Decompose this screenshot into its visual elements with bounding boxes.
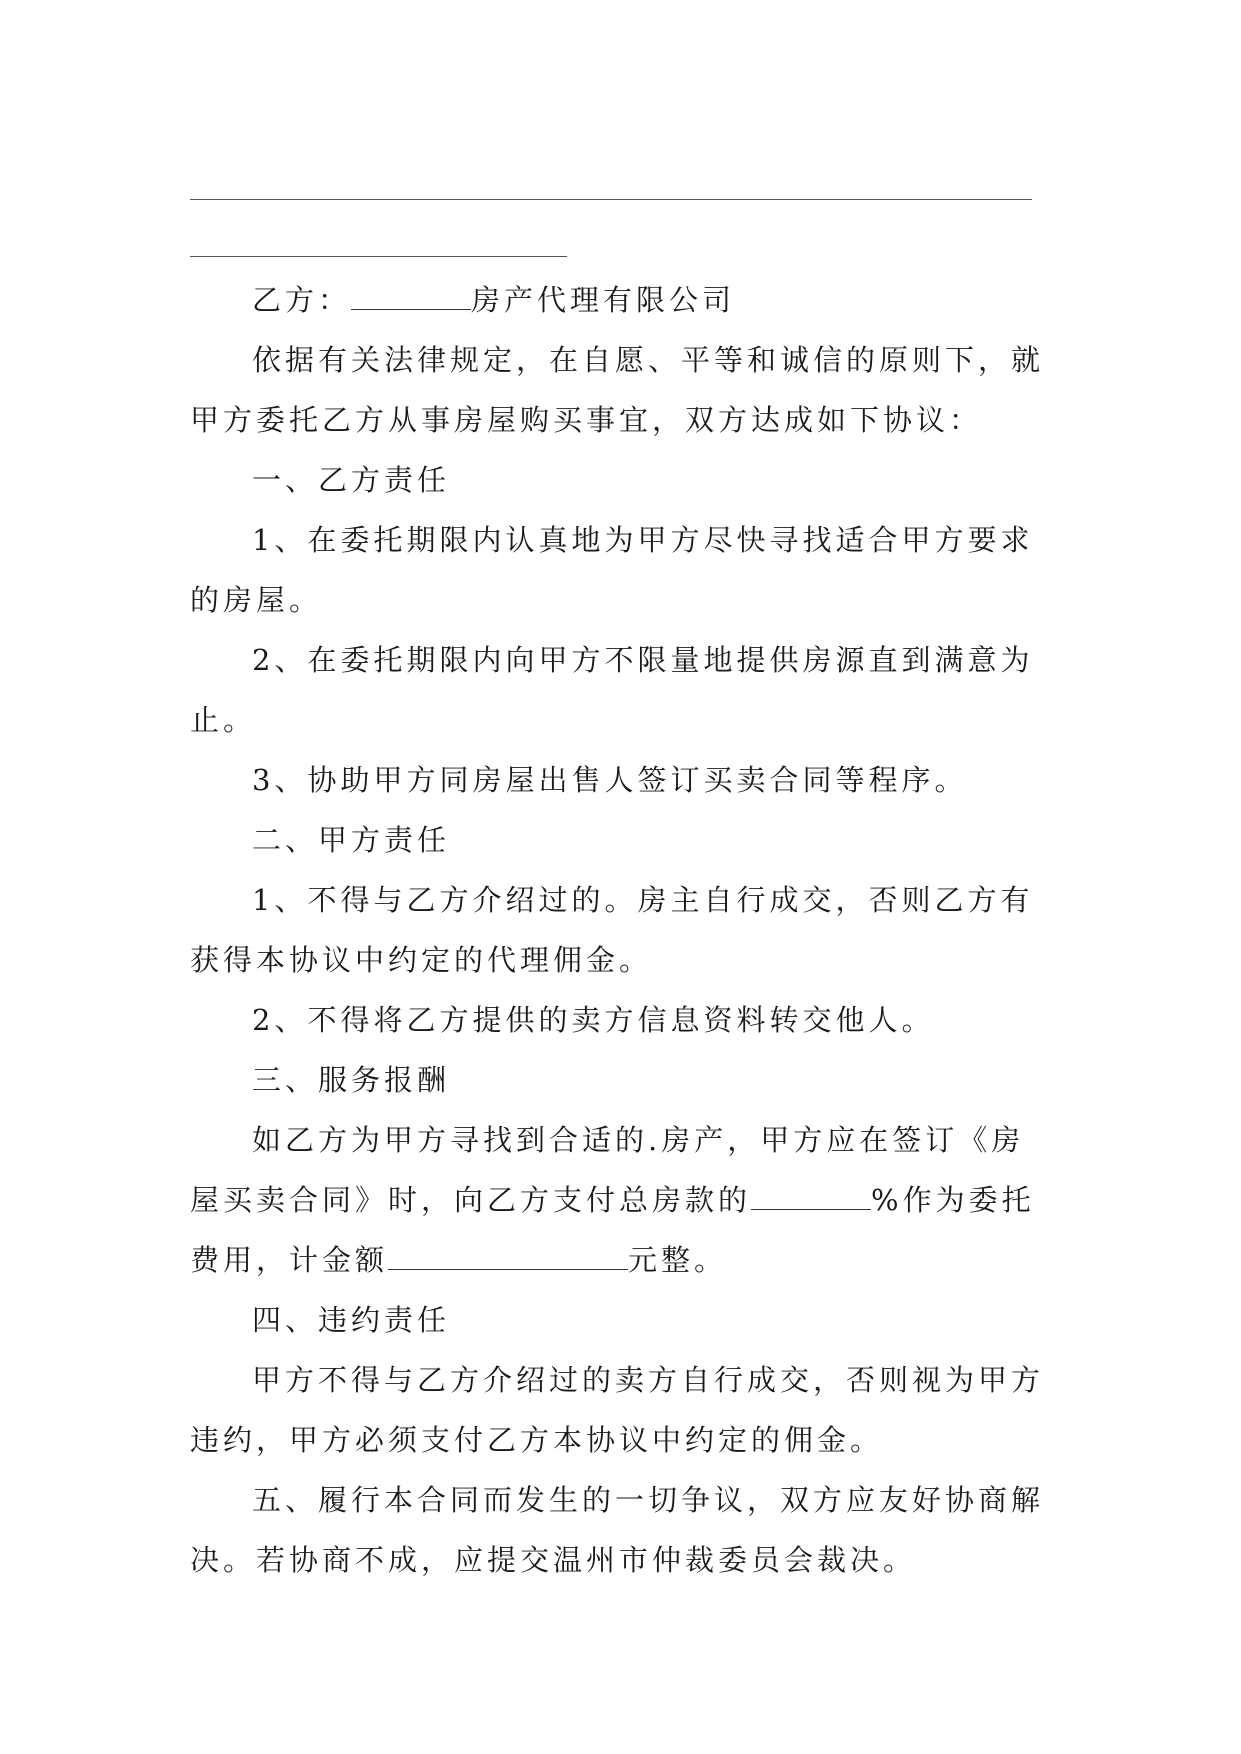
- document-body: [190, 270, 1056, 1590]
- fee-percent-blank: [751, 1187, 871, 1210]
- section-2-item-1: 1、不得与乙方介绍过的。房主自行成交，否则乙方有获得本协议中约定的代理佣金。: [190, 883, 1034, 977]
- section-4-paragraph: 甲方不得与乙方介绍过的卖方自行成交，否则视为甲方违约，甲方必须支付乙方本协议中约定的佣金。: [190, 1363, 1045, 1457]
- party-b-line: [190, 270, 1056, 330]
- section-1-item-3: 3、协助甲方同房屋出售人签订买卖合同等程序。: [252, 763, 968, 797]
- party-b-company-suffix: 房产代理有限公司: [471, 283, 736, 317]
- fill-in-line-1: [190, 199, 1032, 200]
- fill-in-line-2: [190, 256, 567, 257]
- section-2-item-2: 2、不得将乙方提供的卖方信息资料转交他人。: [252, 1003, 935, 1037]
- fee-text-part-1: 如乙方为甲方寻找到合适的.房产，甲方应在签订《房屋买卖合同》时，向乙方支付总房款的: [190, 1123, 1025, 1217]
- section-3-heading: 三、服务报酬: [252, 1063, 451, 1097]
- section-3-paragraph: [190, 1110, 1056, 1290]
- fee-amount-blank: [388, 1247, 628, 1270]
- preamble-paragraph: 依据有关法律规定，在自愿、平等和诚信的原则下，就甲方委托乙方从事房屋购买事宜，双方达成如下协议：: [190, 343, 1045, 437]
- party-b-name-blank: [351, 287, 471, 310]
- section-5-paragraph: 五、履行本合同而发生的一切争议，双方应友好协商解决。若协商不成，应提交温州市仲裁委员会裁决。: [190, 1483, 1045, 1577]
- section-2-heading: 二、甲方责任: [252, 823, 451, 857]
- party-b-label: 乙方：: [252, 283, 352, 317]
- section-4-heading: 四、违约责任: [252, 1303, 451, 1337]
- section-1-heading: 一、乙方责任: [252, 463, 451, 497]
- fee-text-part-3: 元整。: [628, 1243, 728, 1277]
- fee-text-part-2: %作为委托费用，计金额: [190, 1183, 1035, 1277]
- section-1-item-2: 2、在委托期限内向甲方不限量地提供房源直到满意为止。: [190, 643, 1034, 737]
- section-1-item-1: 1、在委托期限内认真地为甲方尽快寻找适合甲方要求的房屋。: [190, 523, 1034, 617]
